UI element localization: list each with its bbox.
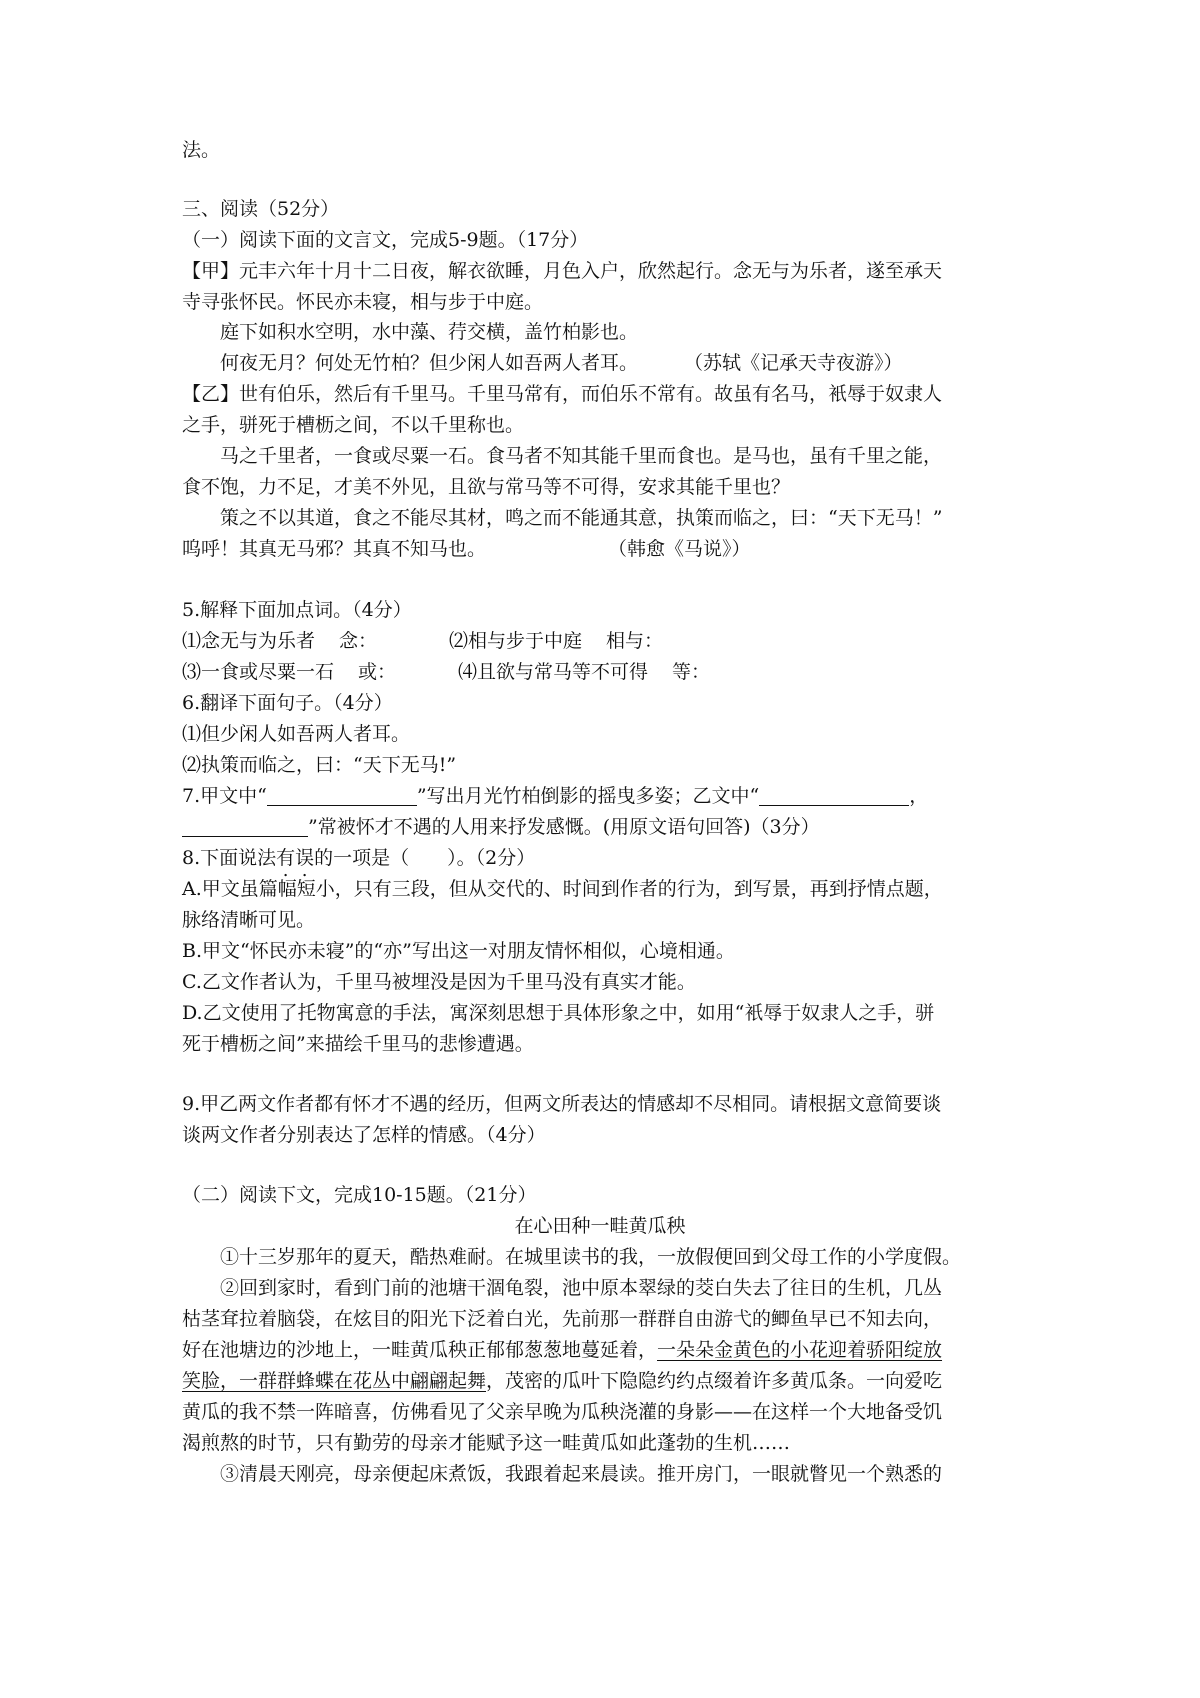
text-fragment: 的一项是（ ）。（2分） <box>314 847 536 869</box>
underlined-sentence: 笑脸，一群群蜂蝶在花丛中翩翩起舞 <box>182 1370 487 1392</box>
text-fragment: ， <box>909 785 929 807</box>
answer-blank[interactable] <box>759 805 909 806</box>
item-text: ⑶一食或尽粟一石 <box>182 661 335 683</box>
text-line <box>182 537 751 561</box>
underlined-sentence: 一朵朵金黄色的小花迎着骄阳绽放 <box>657 1339 943 1361</box>
text-fragment: ”写出月光竹柏倒影的摇曳多姿；乙文中“ <box>416 785 760 807</box>
question-7-cont <box>182 815 820 839</box>
answer-blank[interactable] <box>182 836 308 837</box>
question-5-items <box>182 629 663 653</box>
text-line <box>182 1338 942 1362</box>
text-fragment: ”常被怀才不遇的人用来抒发感慨。(用原文语句回答)（3分） <box>308 816 820 838</box>
question-5-items <box>182 660 710 684</box>
emphasis-char: 有 <box>276 847 296 869</box>
text-line: 黄瓜的我不禁一阵暗喜，仿佛看见了父亲早晚为瓜秧浇灌的身影——在这样一个大地备受饥 <box>182 1401 943 1423</box>
item-text: ⑴念无与为乐者 <box>182 630 316 652</box>
emphasis-text <box>276 847 314 869</box>
item-label: 念： <box>339 630 378 652</box>
text-fragment: 呜呼！其真无马邪？其真不知马也。 <box>182 538 487 560</box>
text-line: 枯茎耷拉着脑袋，在炫目的阳光下泛着白光，先前那一群群自由游弋的鲫鱼早已不知去向， <box>182 1308 943 1330</box>
text-line: ⑵执策而临之，曰：“天下无马!” <box>182 754 457 776</box>
paragraph-1: ①十三岁那年的夏天，酷热难耐。在城里读书的我，一放假便回到父母工作的小学度假。 <box>220 1246 962 1268</box>
text-line <box>182 1369 942 1393</box>
section-heading-reading: 三、阅读（52分） <box>182 198 340 220</box>
emphasis-dotted <box>276 847 314 869</box>
option-d: D.乙文使用了托物寓意的手法，寓深刻思想于具体形象之中，如用“衹辱于奴隶人之手，骈 <box>182 1002 935 1024</box>
subsection-heading-classical: （一）阅读下面的文言文，完成5-9题。（17分） <box>182 229 589 251</box>
text-line: 渴煎熬的时节，只有勤劳的母亲才能赋予这一畦黄瓜如此蓬勃的生机…… <box>182 1432 791 1454</box>
question-8 <box>182 846 535 870</box>
text-line: 【乙】世有伯乐，然后有千里马。千里马常有，而伯乐不常有。故虽有名马，衹辱于奴隶人 <box>182 383 943 405</box>
item-text: ⑵相与步于中庭 <box>449 630 583 652</box>
text-line: 马之千里者，一食或尽粟一石。食马者不知其能千里而食也。是马也，虽有千里之能， <box>220 445 943 467</box>
text-line: 食不饱，力不足，才美不外见，且欲与常马等不可得，安求其能千里也？ <box>182 476 791 498</box>
option-a: A.甲文虽篇幅短小，只有三段，但从交代的、时间到作者的行为，到写景，再到抒情点题， <box>182 878 943 900</box>
text-line: 寺寻张怀民。怀民亦未寝，相与步于中庭。 <box>182 291 544 313</box>
text-line: 谈两文作者分别表达了怎样的情感。（4分） <box>182 1124 546 1146</box>
text-line: 脉络清晰可见。 <box>182 909 316 931</box>
item-text: ⑷且欲与常马等不可得 <box>458 661 649 683</box>
text-line: ⑴但少闲人如吾两人者耳。 <box>182 723 411 745</box>
subsection-heading-modern: （二）阅读下文，完成10-15题。（21分） <box>182 1184 537 1206</box>
answer-blank[interactable] <box>267 805 417 806</box>
article-title: 在心田种一畦黄瓜秧 <box>514 1215 686 1237</box>
text-line: 之手，骈死于槽枥之间，不以千里称也。 <box>182 414 525 436</box>
option-b: B.甲文“怀民亦未寝”的“亦”写出这一对朋友情怀相似，心境相通。 <box>182 940 735 962</box>
text-fragment: 8.下面说法 <box>182 847 277 869</box>
text-line: 死于槽枥之间”来描绘千里马的悲惨遭遇。 <box>182 1033 534 1055</box>
question-6: 6.翻译下面句子。（4分） <box>182 692 393 714</box>
source-citation: （韩愈《马说》） <box>608 538 751 560</box>
text-line: 策之不以其道，食之不能尽其材，鸣之而不能通其意，执策而临之，曰：“天下无马！” <box>220 507 943 529</box>
item-label: 相与： <box>606 630 664 652</box>
text-line: 【甲】元丰六年十月十二日夜，解衣欲睡，月色入户，欣然起行。念无与为乐者，遂至承天 <box>182 260 943 282</box>
question-9: 9.甲乙两文作者都有怀才不遇的经历，但两文所表达的情感却不尽相同。请根据文意简要谈 <box>182 1093 942 1115</box>
text-fragment: 7.甲文中“ <box>182 785 267 807</box>
emphasis-char: 误 <box>295 847 315 869</box>
text-line: 法。 <box>182 139 221 161</box>
option-c: C.乙文作者认为，千里马被埋没是因为千里马没有真实才能。 <box>182 971 696 993</box>
text-fragment: 何夜无月？何处无竹柏？但少闲人如吾两人者耳。 <box>220 352 639 374</box>
item-label: 或： <box>358 661 397 683</box>
text-fragment: 好在池塘边的沙地上，一畦黄瓜秧正郁郁葱葱地蔓延着， <box>182 1339 658 1361</box>
text-fragment: ，茂密的瓜叶下隐隐约约点缀着许多黄瓜条。一向爱吃 <box>486 1370 943 1392</box>
question-5: 5.解释下面加点词。（4分） <box>182 599 412 621</box>
paragraph-2: ②回到家时，看到门前的池塘干涸龟裂，池中原本翠绿的茭白失去了往日的生机，几丛 <box>220 1277 943 1299</box>
question-7 <box>182 784 928 808</box>
text-line: 庭下如积水空明，水中藻、荇交横，盖竹柏影也。 <box>220 321 639 343</box>
text-line <box>220 351 903 375</box>
paragraph-3: ③清晨天刚亮，母亲便起床煮饭，我跟着起来晨读。推开房门，一眼就瞥见一个熟悉的 <box>220 1463 943 1485</box>
item-label: 等： <box>672 661 711 683</box>
source-citation: （苏轼《记承天寺夜游》） <box>684 352 903 374</box>
